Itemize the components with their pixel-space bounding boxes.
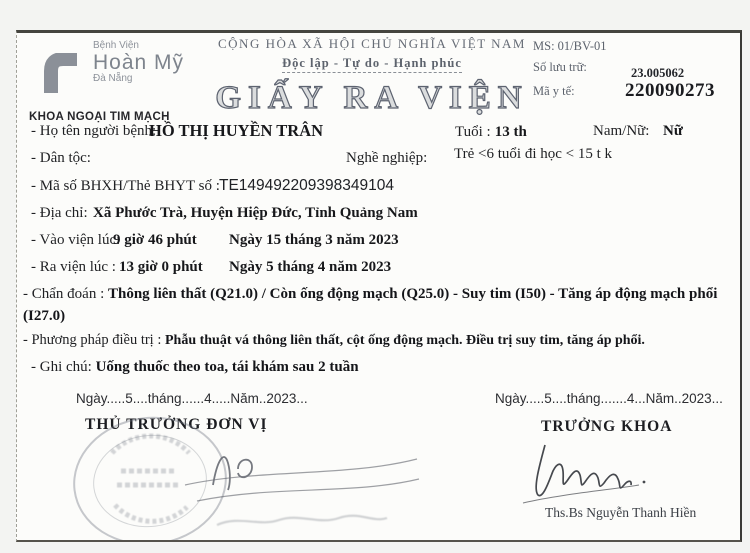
row-address: [17, 205, 740, 227]
department-name: KHOA NGOẠI TIM MẠCH: [29, 111, 170, 123]
admission-date: Ngày 15 tháng 3 năm 2023: [229, 232, 399, 248]
national-motto-line2: Độc lập - Tự do - Hạnh phúc: [282, 56, 462, 73]
discharge-paper: [16, 30, 742, 542]
discharge-label: - Ra viện lúc :: [31, 259, 116, 275]
insurance-value: TE149492209398349104: [219, 177, 394, 194]
diagnosis-label: - Chẩn đoán :: [23, 286, 105, 302]
row-diagnosis: [23, 283, 725, 327]
discharge-date: Ngày 5 tháng 4 năm 2023: [229, 259, 392, 275]
sex-label: Nam/Nữ:: [593, 123, 650, 139]
row-patient-name: [17, 123, 740, 145]
treatment-label: - Phương pháp điều trị :: [23, 332, 162, 348]
ethnic-label: - Dân tộc:: [31, 150, 91, 166]
hospital-stamp-inner-ring: [88, 428, 212, 533]
row-ethnic-job: [17, 146, 740, 172]
discharge-time: 13 giờ 0 phút: [119, 259, 203, 275]
right-signature-title: TRƯỞNG KHOA: [541, 418, 673, 435]
hospital-name: Hoàn Mỹ: [93, 50, 185, 74]
meta-archive-value: 23.005062: [631, 66, 685, 80]
row-discharge: [17, 259, 740, 281]
job-label: Nghề nghiệp:: [346, 150, 428, 166]
meta-medcode-value: 220090273: [625, 80, 715, 101]
right-signature: [523, 445, 645, 503]
hospital-city: Đà Nẵng: [93, 72, 133, 84]
right-signer-name: Ths.Bs Nguyễn Thanh Hiền: [545, 505, 697, 520]
meta-archive-label: Số lưu trữ:: [533, 60, 587, 74]
hoan-my-logo-icon: [43, 53, 83, 95]
diagnosis-value: Thông liên thất (Q21.0) / Còn ống động mạch (Q25.0) - Suy tim (I50) - Tăng áp động mạch phổi (I27.0): [23, 286, 718, 324]
left-date-line: Ngày.....5....tháng......4.....Năm..2023...: [76, 391, 308, 406]
age-value: 13 th: [494, 124, 527, 140]
row-note: [31, 356, 359, 378]
national-motto-line1: CỘNG HÒA XÃ HỘI CHỦ NGHĨA VIỆT NAM: [218, 36, 526, 51]
national-header: [207, 36, 537, 117]
hospital-name-prefix: Bệnh Viện: [93, 40, 139, 51]
treatment-value: Phẫu thuật vá thông liên thất, cột ống động mạch. Điều trị suy tim, tăng áp phổi.: [164, 333, 645, 348]
admission-label: - Vào viện lúc:: [31, 232, 121, 248]
patient-name-label: - Họ tên người bệnh:: [31, 123, 157, 139]
sex-value: Nữ: [663, 123, 683, 139]
insurance-label: - Mã số BHXH/Thẻ BHYT số :: [31, 178, 220, 194]
note-value: Uống thuốc theo toa, tái khám sau 2 tuần: [95, 359, 359, 375]
row-admission: [17, 232, 740, 254]
address-value: Xã Phước Trà, Huyện Hiệp Đức, Tỉnh Quảng Nam: [93, 205, 418, 221]
meta-ms: MS: 01/BV-01: [533, 39, 607, 53]
left-signature-title: THỦ TRƯỞNG ĐƠN VỊ: [85, 416, 268, 433]
patient-name-value: HỒ THỊ HUYỀN TRÂN: [149, 121, 324, 140]
right-date-line: Ngày.....5....tháng.......4...Năm..2023...: [495, 391, 723, 406]
age-label: Tuổi :: [455, 124, 491, 140]
meta-medcode-label: Mã y tế:: [533, 84, 575, 98]
hospital-logo-block: [43, 41, 233, 84]
document-title: GIẤY RA VIỆN: [215, 80, 529, 116]
row-treatment: [23, 329, 740, 352]
admission-time: 9 giờ 46 phút: [113, 232, 197, 248]
note-label: - Ghi chú:: [31, 359, 92, 375]
meta-box: [533, 39, 733, 100]
address-label: - Địa chỉ:: [31, 205, 88, 221]
left-scrawl: [217, 516, 387, 525]
job-value: Trẻ <6 tuổi đi học < 15 t k: [454, 146, 613, 162]
row-insurance: [17, 178, 740, 200]
